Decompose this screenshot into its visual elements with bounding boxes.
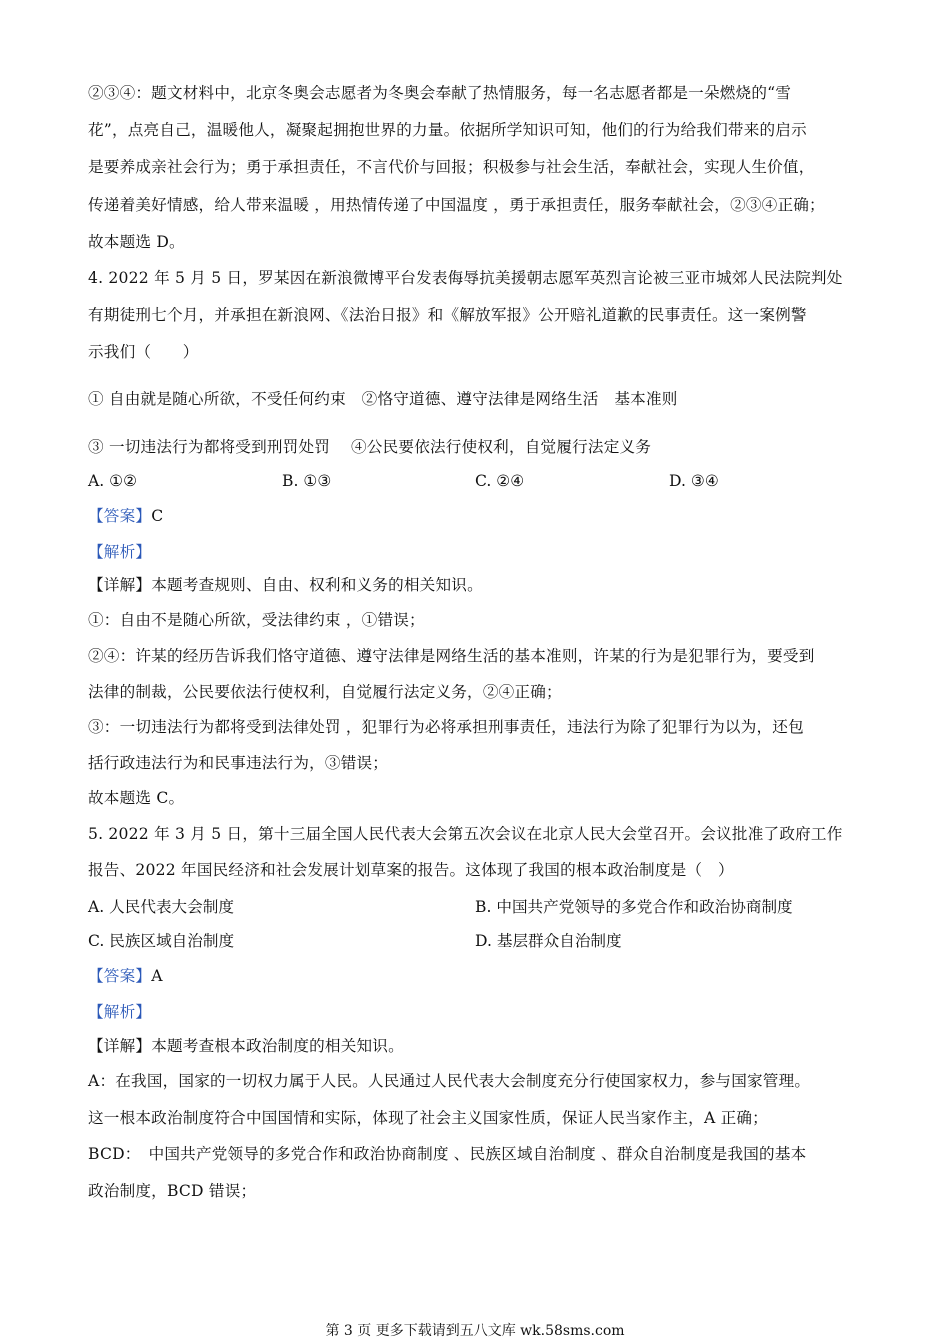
q5-explanation-line: 政治制度，BCD 错误； [88, 1182, 257, 1200]
q4-option-a: A. ①② [88, 472, 138, 490]
q4-explanation-line: ③：一切违法行为都将受到法律处罚 ，犯罪行为必将承担刑事责任，违法行为除了犯罪行为以为，还包 [88, 718, 804, 736]
q5-option-c: C. 民族区域自治制度 [88, 932, 235, 950]
q4-analysis-heading [88, 542, 868, 562]
q5-option-a: A. 人民代表大会制度 [88, 898, 234, 916]
q4-answer [88, 506, 868, 526]
answer-value: C [151, 507, 164, 525]
detail-tag: 【详解】 [88, 1037, 152, 1055]
q3-analysis-line: ②③④：题文材料中，北京冬奥会志愿者为冬奥会奉献了热情服务，每一名志愿者都是一朵燃烧的“雪 [88, 84, 792, 102]
q4-stem-line: 4. 2022 年 5 月 5 日，罗某因在新浪微博平台发表侮辱抗美援朝志愿军英烈言论被三亚市城郊人民法院判处 [88, 269, 843, 287]
q4-explanation-line: 法律的制裁，公民要依法行使权利，自觉履行法定义务，②④正确； [88, 683, 562, 701]
answer-tag: 【答案】 [88, 507, 152, 525]
analysis-tag: 【解析】 [88, 1003, 152, 1021]
q4-conclusion: 故本题选 C。 [88, 789, 185, 807]
detail-intro: 本题考查规则、自由、权利和义务的相关知识。 [151, 576, 483, 594]
q3-analysis-line: 传递着美好情感，给人带来温暖 ，用热情传递了中国温度 ，勇于承担责任，服务奉献社会，②③④正确； [88, 196, 825, 214]
analysis-tag: 【解析】 [88, 543, 152, 561]
q3-analysis-line: 花”，点亮自己，温暖他人，凝聚起拥抱世界的力量。依据所学知识可知，他们的行为给我们带来的启示 [88, 121, 807, 139]
answer-value: A [151, 967, 163, 985]
q4-explanation-line: ②④：许某的经历告诉我们恪守道德、遵守法律是网络生活的基本准则，许某的行为是犯罪行为，要受到 [88, 647, 815, 665]
q5-stem-line: 5. 2022 年 3 月 5 日，第十三届全国人民代表大会第五次会议在北京人民大会堂召开。会议批准了政府工作 [88, 825, 843, 843]
q4-option-d: D. ③④ [669, 472, 719, 490]
q5-explanation-line: 这一根本政治制度符合中国国情和实际，体现了社会主义国家性质，保证人民当家作主，A 正确； [88, 1109, 768, 1127]
q4-explanation-line: 括行政违法行为和民事违法行为，③错误； [88, 754, 389, 772]
q3-analysis-line: 是要养成亲社会行为；勇于承担责任，不言代价与回报；积极参与社会生活，奉献社会，实现人生价值， [88, 158, 815, 176]
q4-detail [88, 575, 868, 595]
q5-explanation-line: A：在我国，国家的一切权力属于人民。人民通过人民代表大会制度充分行使国家权力，参与国家管理。 [88, 1072, 811, 1090]
q3-conclusion: 故本题选 D。 [88, 233, 185, 251]
q4-option-c: C. ②④ [475, 472, 525, 490]
q5-answer [88, 966, 868, 986]
q5-option-b: B. 中国共产党领导的多党合作和政治协商制度 [475, 898, 793, 916]
q4-option-b: B. ①③ [282, 472, 332, 490]
q5-stem-line: 报告、2022 年国民经济和社会发展计划草案的报告。这体现了我国的根本政治制度是（ ） [88, 861, 734, 879]
q4-stem-line: 示我们（ ） [88, 343, 199, 361]
q5-explanation-line: BCD： 中国共产党领导的多党合作和政治协商制度 、民族区域自治制度 、群众自治制度是我国的基本 [88, 1145, 807, 1163]
page-footer: 第 3 页 更多下载请到五八文库 wk.58sms.com [325, 1323, 625, 1339]
q5-analysis-heading [88, 1002, 868, 1022]
q4-statement-3-4: ③ 一切违法行为都将受到刑罚处罚 ④公民要依法行使权利，自觉履行法定义务 [88, 438, 652, 456]
detail-intro: 本题考查根本政治制度的相关知识。 [151, 1037, 404, 1055]
q4-stem-line: 有期徒刑七个月，并承担在新浪网、《法治日报》和《解放军报》公开赔礼道歉的民事责任。这一案例警 [88, 306, 807, 324]
q4-statement-1-2: ① 自由就是随心所欲，不受任何约束 ②恪守道德、遵守法律是网络生活 基本准则 [88, 390, 678, 408]
detail-tag: 【详解】 [88, 576, 152, 594]
q4-explanation-line: ①：自由不是随心所欲，受法律约束 ，①错误； [88, 611, 425, 629]
q5-detail [88, 1036, 868, 1056]
q5-option-d: D. 基层群众自治制度 [475, 932, 622, 950]
answer-tag: 【答案】 [88, 967, 152, 985]
